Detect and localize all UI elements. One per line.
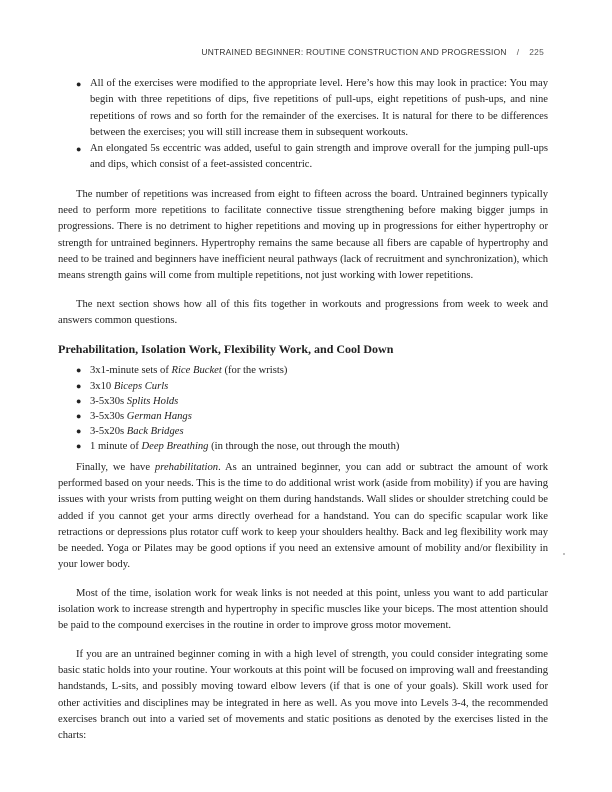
section-heading: Prehabilitation, Isolation Work, Flexibility Work, and Cool Down	[58, 342, 394, 357]
running-title: UNTRAINED BEGINNER: ROUTINE CONSTRUCTION AND PROGRESSION	[201, 47, 507, 57]
drill-name: Back Bridges	[126, 426, 184, 438]
prehab-term: prehabilitation	[154, 461, 219, 473]
drill-name: Splits Holds	[126, 395, 179, 407]
prehab-rest: . As an untrained beginner, you can add or subtract the amount of work performed based on your needs. This is the time to do additional wrist work (aside from mobility) if you are having issues with your wrists from putting weight on them during handstands. Wall slides or shoulder stretching could be added if you cannot get your arms directly overhead for a handstand. You can do specific scapular work like retractions or depressions plus rotator cuff work to keep your shoulders healthy. Back and leg flexibility work may be needed. Yoga or Pilates may be good options if you need an extensive amount of mobility and/or flexibility in your lower body.	[58, 461, 548, 571]
running-header	[201, 44, 544, 60]
drill-prefix: 3-5x30s	[90, 395, 127, 407]
drill-name: German Hangs	[126, 411, 192, 423]
page-number: 225	[529, 47, 544, 57]
paragraph: The next section shows how all of this fits together in workouts and progressions from week to week and answers common questions.	[58, 298, 548, 326]
drill-prefix: 3x1-minute sets of	[90, 365, 172, 377]
drill-prefix: 3x10	[90, 380, 114, 392]
list-item	[58, 439, 548, 454]
list-item	[58, 424, 548, 439]
drill-suffix: (in through the nose, out through the mouth)	[208, 441, 400, 453]
bullet-icon: ●	[76, 365, 82, 376]
list-item	[58, 76, 548, 141]
scan-speck	[563, 553, 565, 555]
drill-suffix: (for the wrists)	[221, 365, 288, 377]
paragraph: Most of the time, isolation work for weak links is not needed at this point, unless you want to add particular isolation work to increase strength and hypertrophy in specific muscles like your biceps. The most attention should be paid to the compound exercises in the routine in order to improve gross motor movement.	[58, 587, 548, 632]
body-text	[58, 76, 548, 756]
drill-name: Rice Bucket	[171, 365, 222, 377]
bullet-icon: ●	[76, 411, 82, 422]
bullet-icon: ●	[76, 79, 82, 89]
drill-prefix: 1 minute of	[90, 441, 142, 453]
intro-bullet-list	[58, 76, 548, 174]
list-item	[58, 141, 548, 174]
drill-name: Deep Breathing	[141, 441, 209, 453]
list-item	[58, 394, 548, 409]
list-item	[58, 409, 548, 424]
bullet-icon: ●	[76, 395, 82, 406]
bullet-icon: ●	[76, 441, 82, 452]
bullet-icon: ●	[76, 426, 82, 437]
header-separator: /	[516, 47, 520, 57]
list-item-text: An elongated 5s eccentric was added, useful to gain strength and improve overall for the jumping pull-ups and dips, which consist of a feet-assisted concentric.	[90, 143, 548, 171]
drill-name: Biceps Curls	[113, 380, 169, 392]
bullet-icon: ●	[76, 144, 82, 155]
list-item-text: All of the exercises were modified to the appropriate level. Here’s how this may look in practice: You may begin with three repetitions of dips, five repetitions of pull-ups, eight repetitions of push-ups, and nine repetitions of rows and so forth for the remainder of the exercises. It is natural for there to be differences between the exercises; you will still increase them in subsequent workouts.	[90, 78, 548, 138]
drill-prefix: 3-5x30s	[90, 411, 127, 423]
list-item	[58, 363, 548, 378]
drill-prefix: 3-5x20s	[90, 426, 127, 438]
bullet-icon: ●	[76, 380, 82, 391]
paragraph	[58, 460, 548, 574]
paragraph: The number of repetitions was increased from eight to fifteen across the board. Untrained beginners typically need to perform more repetitions to facilitate connective tissue strengthening before making bigger jumps in progressions. There is no detriment to higher repetitions and moving up in progressions for either hypertrophy or strength for untrained beginners. Hypertrophy remains the same because all fibers are capable of hypertrophy and need to be trained and beginners have inefficient neural pathways (lack of recruitment and synchronization), which means strength gains will come from multiple repetitions, not just working with lower repetitions.	[58, 188, 548, 282]
list-item	[58, 379, 548, 394]
paragraph: If you are an untrained beginner coming in with a high level of strength, you could consider integrating some basic static holds into your routine. Your workouts at this point will be focused on improving wall and freestanding handstands, L-sits, and possibly moving toward elbow levers (if that is one of your goals). Skill work used for other activities and disciplines may be integrated in here as well. As you move into Levels 3-4, the recommended exercises branch out into a varied set of movements and static positions as denoted by the exercises listed in the charts:	[58, 648, 548, 742]
drill-list	[58, 363, 548, 454]
prehab-lead: Finally, we have	[76, 461, 155, 473]
